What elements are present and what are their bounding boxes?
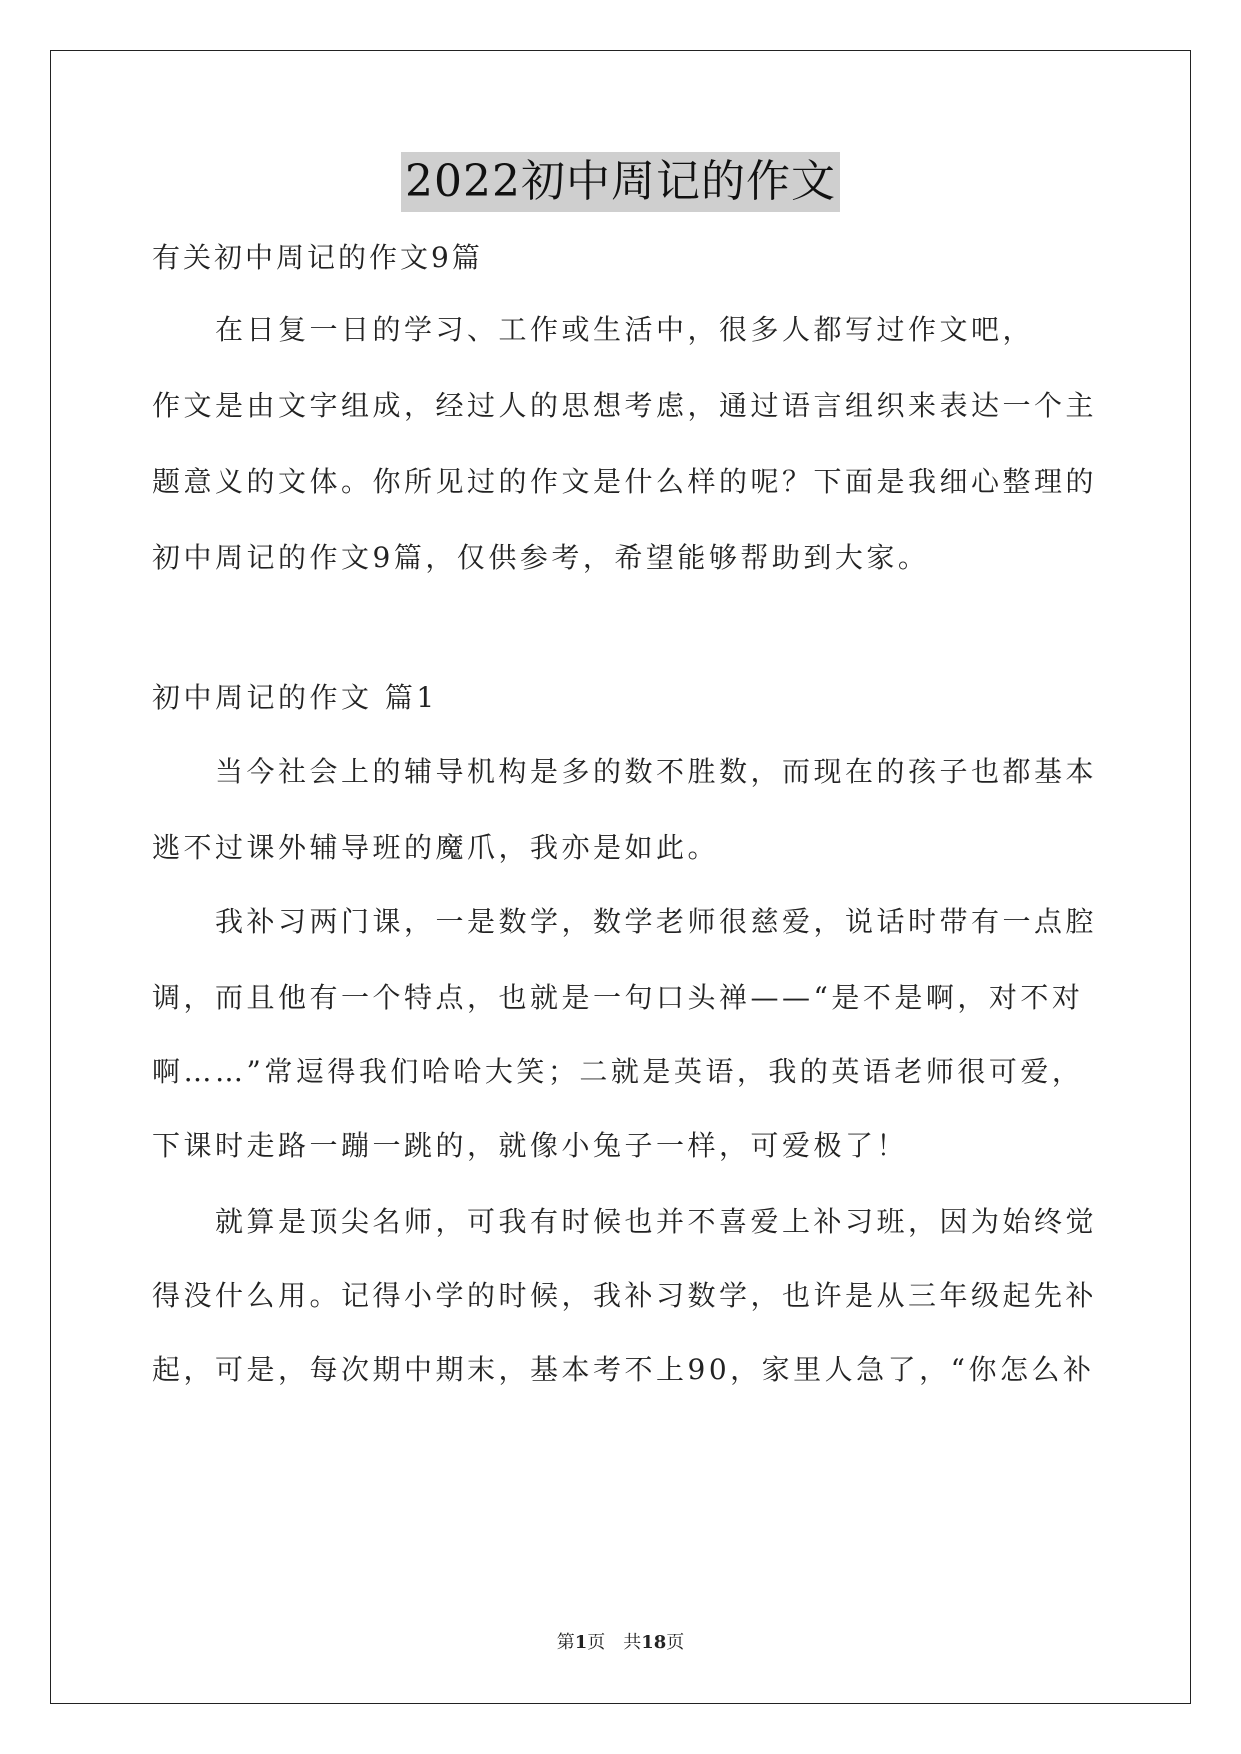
body-line: 我补习两门课，一是数学，数学老师很慈爱，说话时带有一点腔 (152, 905, 1098, 938)
body-line: 逃不过课外辅导班的魔爪，我亦是如此。 (152, 831, 720, 864)
body-line: 调，而且他有一个特点，也就是一句口头禅——“是不是啊，对不对 (152, 981, 1084, 1014)
footer-suffix: 页 (666, 1632, 685, 1653)
body-line: 起，可是，每次期中期末，基本考不上90，家里人急了，“你怎么补 (152, 1353, 1095, 1386)
body-line: 啊……”常逗得我们哈哈大笑；二就是英语，我的英语老师很可爱， (152, 1055, 1084, 1088)
title-container (0, 152, 1241, 212)
section-heading: 初中周记的作文 篇1 (152, 681, 438, 714)
document-subtitle: 有关初中周记的作文9篇 (152, 241, 483, 274)
page-border (50, 50, 1191, 1704)
body-line: 得没什么用。记得小学的时候，我补习数学，也许是从三年级起先补 (152, 1279, 1098, 1312)
intro-line: 题意义的文体。你所见过的作文是什么样的呢？下面是我细心整理的 (152, 465, 1098, 498)
footer-mid: 页 共 (587, 1632, 642, 1653)
intro-line: 初中周记的作文9篇，仅供参考，希望能够帮助到大家。 (152, 541, 930, 574)
page-total-number: 18 (641, 1632, 667, 1653)
intro-line: 在日复一日的学习、工作或生活中，很多人都写过作文吧， (152, 313, 1035, 346)
footer-prefix: 第 (556, 1632, 575, 1653)
body-line: 就算是顶尖名师，可我有时候也并不喜爱上补习班，因为始终觉 (152, 1205, 1098, 1238)
document-title: 2022初中周记的作文 (401, 152, 840, 212)
page-current-number: 1 (574, 1632, 588, 1653)
intro-line: 作文是由文字组成，经过人的思想考虑，通过语言组织来表达一个主 (152, 389, 1098, 422)
body-line: 当今社会上的辅导机构是多的数不胜数，而现在的孩子也都基本 (152, 755, 1098, 788)
page-footer (0, 1628, 1241, 1654)
body-line: 下课时走路一蹦一跳的，就像小兔子一样，可爱极了！ (152, 1129, 909, 1162)
